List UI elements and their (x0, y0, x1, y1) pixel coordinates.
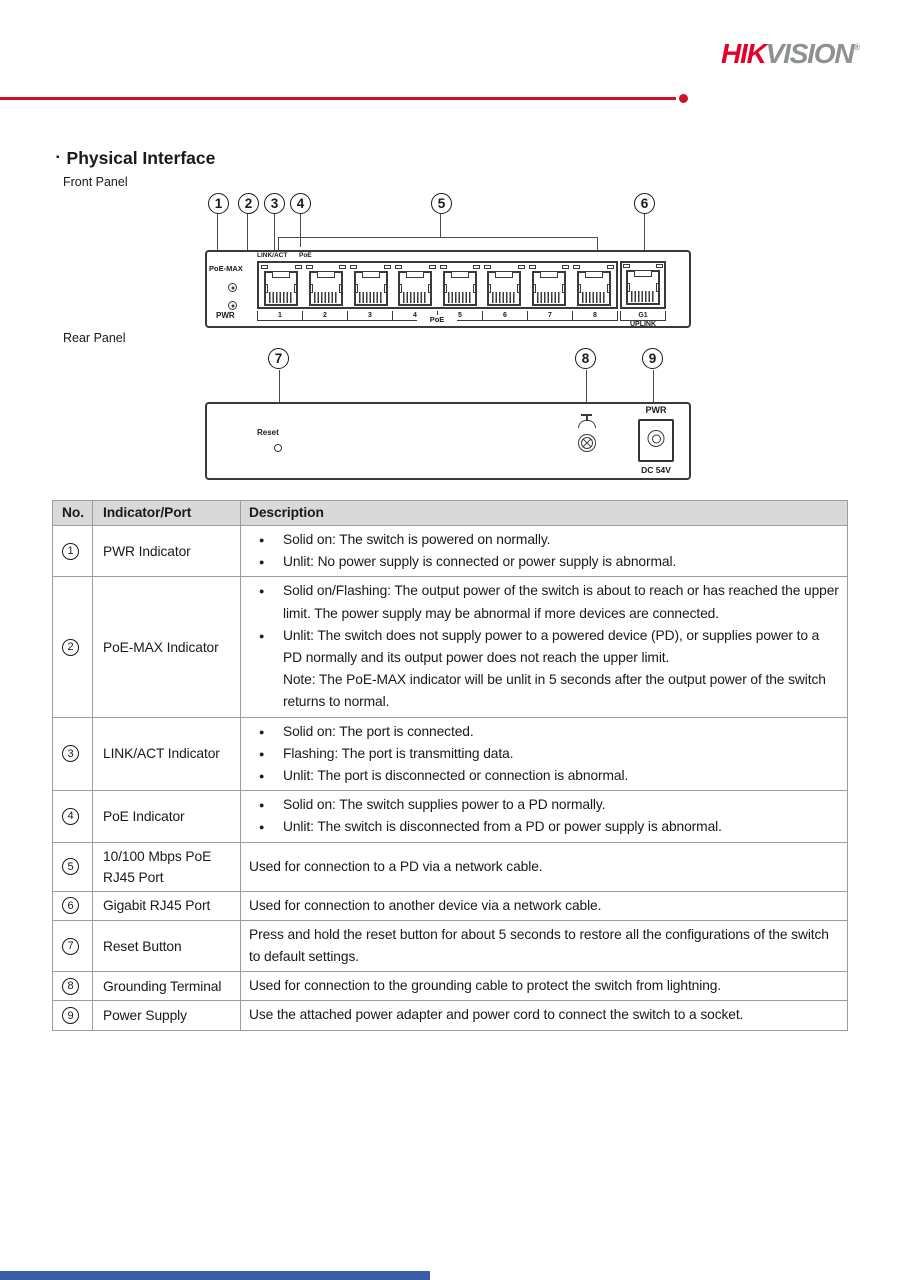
jack-notch-right (339, 284, 342, 293)
table-header-cell: Indicator/Port (93, 501, 241, 525)
indicator-name-line: Power Supply (103, 1008, 187, 1024)
hikvision-logo (698, 38, 860, 70)
rj45-port (572, 264, 615, 306)
description-text: Unlit: The switch is disconnected from a PD or power supply is abnormal. (283, 819, 722, 835)
jack-notch-left (533, 284, 536, 293)
description-text: Press and hold the reset button for about 5 seconds to restore all the configurations of the switch to default settings. (249, 926, 829, 965)
callout-3: 3 (264, 193, 285, 214)
cell-no (53, 526, 93, 576)
description-text: Used for connection to a PD via a network cable. (249, 858, 543, 874)
callout-4: 4 (290, 193, 311, 214)
cell-no (53, 1001, 93, 1029)
cell-indicator-port (93, 577, 241, 716)
poe-led (607, 265, 614, 269)
table-row (53, 1001, 847, 1029)
section-title-text: Physical Interface (66, 148, 216, 168)
poe-led (339, 265, 346, 269)
table-row (53, 526, 847, 577)
bullet-icon: ● (259, 800, 265, 811)
heading-bullet: ▪ (56, 151, 60, 163)
cell-no (53, 791, 93, 841)
header-divider-dot (679, 94, 688, 103)
bullet-icon: ● (259, 586, 265, 597)
cell-description (241, 843, 847, 891)
rj45-jack (309, 271, 343, 306)
indicator-name-line: Grounding Terminal (103, 978, 222, 994)
description-text: Solid on: The switch supplies power to a PD normally. (283, 797, 606, 813)
dc-power-jack (638, 419, 674, 462)
logo-vision-text: VISION (765, 38, 854, 69)
ground-symbol-arc (578, 420, 596, 428)
cell-indicator-port (93, 718, 241, 791)
callout-2: 2 (238, 193, 259, 214)
description-item (241, 529, 841, 551)
leader-line (278, 237, 598, 238)
rj45-port (528, 264, 571, 306)
reset-button (274, 444, 282, 452)
cell-description (241, 526, 847, 576)
registered-mark: ® (853, 42, 860, 52)
callout-6: 6 (634, 193, 655, 214)
poe-led (384, 265, 391, 269)
link-act-led (573, 265, 580, 269)
description-text: Use the attached power adapter and power cord to connect the switch to a socket. (249, 1007, 744, 1023)
description-item (241, 895, 841, 917)
jack-notch-right (473, 284, 476, 293)
rear-panel-device (205, 402, 691, 480)
poe-led (562, 265, 569, 269)
indicator-name-line: PoE-MAX Indicator (103, 639, 219, 655)
footer-accent-bar (0, 1271, 430, 1280)
row-number-circle: 6 (62, 897, 79, 914)
cell-description (241, 577, 847, 716)
table-row (53, 921, 847, 972)
cell-no (53, 843, 93, 891)
table-row (53, 892, 847, 921)
rj45-port (349, 264, 392, 306)
cell-description (241, 791, 847, 841)
cell-description (241, 892, 847, 920)
rj45-pins (631, 291, 655, 302)
indicator-name-line: Reset Button (103, 938, 182, 954)
bullet-icon: ● (259, 748, 265, 759)
jack-notch-right (384, 284, 387, 293)
poe-led (295, 265, 302, 269)
cell-description (241, 718, 847, 791)
rj45-pins (314, 292, 338, 303)
jack-notch-left (355, 284, 358, 293)
rj45-jack (532, 271, 566, 306)
jack-notch-right (607, 284, 610, 293)
link-act-led (395, 265, 402, 269)
rj45-jack (264, 271, 298, 306)
description-text: Solid on/Flashing: The output power of the switch is about to reach or has reached the upper limit. The power supply may be abnormal if more devices are connected. (283, 583, 839, 621)
table-header-cell: No. (53, 501, 93, 525)
indicator-port-table (52, 500, 848, 1031)
rj45-pins (582, 292, 606, 303)
description-item (241, 924, 841, 968)
indicator-name-line: LINK/ACT Indicator (103, 746, 220, 762)
rj45-pins (403, 292, 427, 303)
link-act-led (261, 265, 268, 269)
table-header-row (53, 501, 847, 526)
rj45-jack (487, 271, 521, 306)
description-item (241, 551, 841, 573)
bullet-icon: ● (259, 535, 265, 545)
jack-notch-left (310, 284, 313, 293)
description-text: Flashing: The port is transmitting data. (283, 745, 514, 761)
table-row (53, 577, 847, 717)
link-act-led (529, 265, 536, 269)
cell-no (53, 921, 93, 971)
jack-notch-left (399, 284, 402, 293)
jack-notch-right (517, 284, 520, 293)
callout-5: 5 (431, 193, 452, 214)
indicator-name-line: RJ45 Port (103, 869, 164, 885)
poe-led (656, 264, 663, 268)
rj45-jack (398, 271, 432, 306)
rj45-pins (448, 292, 472, 303)
link-act-led (440, 265, 447, 269)
row-number-circle: 2 (62, 639, 79, 656)
description-text: Unlit: The switch does not supply power to a powered device (PD), or supplies power to a PD normally and its output power does not reach the upper limit. (283, 627, 820, 666)
rj45-pins (492, 292, 516, 303)
pwr-led-label: PWR (216, 311, 235, 320)
description-text: Note: The PoE-MAX indicator will be unlit in 5 seconds after the output power of the switch returns to normal. (283, 672, 826, 710)
logo-hik-text: HIK (721, 38, 766, 69)
jack-notch-right (428, 284, 431, 293)
cell-indicator-port (93, 1001, 241, 1029)
cell-indicator-port (93, 972, 241, 1000)
rj45-port (622, 263, 664, 307)
indicator-name-line: PoE Indicator (103, 808, 185, 824)
cell-no (53, 892, 93, 920)
row-number-circle: 1 (62, 543, 79, 560)
rj45-jack (443, 271, 477, 306)
cell-no (53, 577, 93, 716)
description-text: Used for connection to the grounding cable to protect the switch from lightning. (249, 978, 722, 994)
rj45-port (260, 264, 303, 306)
description-item (241, 765, 841, 787)
row-number-circle: 4 (62, 808, 79, 825)
link-act-led (623, 264, 630, 268)
port-number: 3 (348, 311, 393, 320)
poe-max-led-label: PoE-MAX (209, 264, 243, 273)
jack-notch-left (488, 284, 491, 293)
table-header-cell: Description (249, 505, 324, 520)
jack-notch-right (294, 284, 297, 293)
description-text: Used for connection to another device via a network cable. (249, 897, 602, 913)
link-act-led (306, 265, 313, 269)
description-item (241, 743, 841, 765)
cell-no (53, 972, 93, 1000)
g1-label: G1 (620, 311, 666, 321)
rj45-jack (626, 270, 660, 305)
bullet-icon: ● (259, 726, 265, 737)
row-number-circle: 7 (62, 938, 79, 955)
description-item (241, 721, 841, 743)
row-number-circle: 3 (62, 745, 79, 762)
rj45-port (394, 264, 437, 306)
link-act-led (350, 265, 357, 269)
description-item (241, 975, 841, 997)
cell-indicator-port (93, 921, 241, 971)
description-text: Unlit: No power supply is connected or power supply is abnormal. (283, 554, 677, 570)
description-item (241, 625, 841, 669)
table-row (53, 972, 847, 1001)
port-number: 5 (438, 311, 483, 320)
header-divider-line (0, 97, 676, 100)
row-number-circle: 9 (62, 1007, 79, 1024)
poe-max-led (228, 283, 237, 292)
bullet-icon: ● (259, 771, 265, 782)
description-text: Solid on: The port is connected. (283, 723, 474, 739)
jack-notch-left (627, 283, 630, 292)
description-text: Solid on: The switch is powered on normally. (283, 532, 551, 547)
cell-indicator-port (93, 892, 241, 920)
port-number: 8 (593, 312, 597, 319)
jack-notch-right (562, 284, 565, 293)
table-row (53, 718, 847, 792)
description-item (241, 794, 841, 816)
indicator-name-line: 10/100 Mbps PoE (103, 848, 212, 864)
callout-9: 9 (642, 348, 663, 369)
poe-led-label: PoE (299, 252, 312, 259)
callout-1: 1 (208, 193, 229, 214)
rj45-port (483, 264, 526, 306)
rear-pwr-label: PWR (645, 405, 667, 415)
port-number: 1 (258, 311, 303, 320)
front-panel-label: Front Panel (63, 175, 128, 189)
leader-line (300, 214, 301, 247)
cell-no (53, 718, 93, 791)
leader-line (274, 214, 275, 251)
bullet-icon: ● (259, 630, 265, 641)
dc-voltage-label: DC 54V (641, 465, 671, 475)
leader-line (440, 214, 441, 238)
poe-led (473, 265, 480, 269)
cell-description (241, 921, 847, 971)
cell-indicator-port (93, 526, 241, 576)
jack-notch-left (578, 284, 581, 293)
port-number: 2 (303, 311, 348, 320)
link-act-label: LINK/ACT (257, 252, 288, 259)
bullet-icon: ● (259, 822, 265, 833)
poe-ports-block (257, 261, 618, 309)
callout-8: 8 (575, 348, 596, 369)
table-row (53, 843, 847, 892)
rj45-port (305, 264, 348, 306)
section-heading (56, 148, 215, 169)
rj45-pins (359, 292, 383, 303)
bullet-icon: ● (259, 557, 265, 568)
callout-7: 7 (268, 348, 289, 369)
uplink-label: UPLINK (629, 321, 657, 328)
poe-group-label: PoE (417, 315, 457, 324)
jack-notch-left (265, 284, 268, 293)
cell-description (241, 972, 847, 1000)
rj45-port (439, 264, 482, 306)
description-item (241, 669, 841, 713)
rj45-pins (537, 292, 561, 303)
description-item (241, 816, 841, 838)
grounding-screw (578, 434, 596, 452)
description-item (241, 580, 841, 624)
cell-indicator-port (93, 843, 241, 891)
cell-description (241, 1001, 847, 1029)
description-item (241, 856, 841, 878)
row-number-circle: 5 (62, 858, 79, 875)
rj45-jack (577, 271, 611, 306)
port-number: 7 (528, 311, 573, 320)
uplink-port-block (620, 261, 666, 309)
table-row (53, 791, 847, 842)
link-act-led (484, 265, 491, 269)
jack-notch-left (444, 284, 447, 293)
poe-led (518, 265, 525, 269)
row-number-circle: 8 (62, 978, 79, 995)
cell-indicator-port (93, 791, 241, 841)
port-number: 4 (393, 311, 438, 320)
indicator-name-line: PWR Indicator (103, 543, 191, 559)
rear-panel-label: Rear Panel (63, 331, 126, 345)
rj45-pins (269, 292, 293, 303)
rj45-jack (354, 271, 388, 306)
description-item (241, 1004, 841, 1026)
pwr-led (228, 301, 237, 310)
reset-button-label: Reset (257, 428, 279, 437)
jack-notch-right (656, 283, 659, 292)
description-text: Unlit: The port is disconnected or connection is abnormal. (283, 768, 629, 784)
poe-led (429, 265, 436, 269)
indicator-name-line: Gigabit RJ45 Port (103, 898, 211, 914)
port-number: 6 (483, 311, 528, 320)
